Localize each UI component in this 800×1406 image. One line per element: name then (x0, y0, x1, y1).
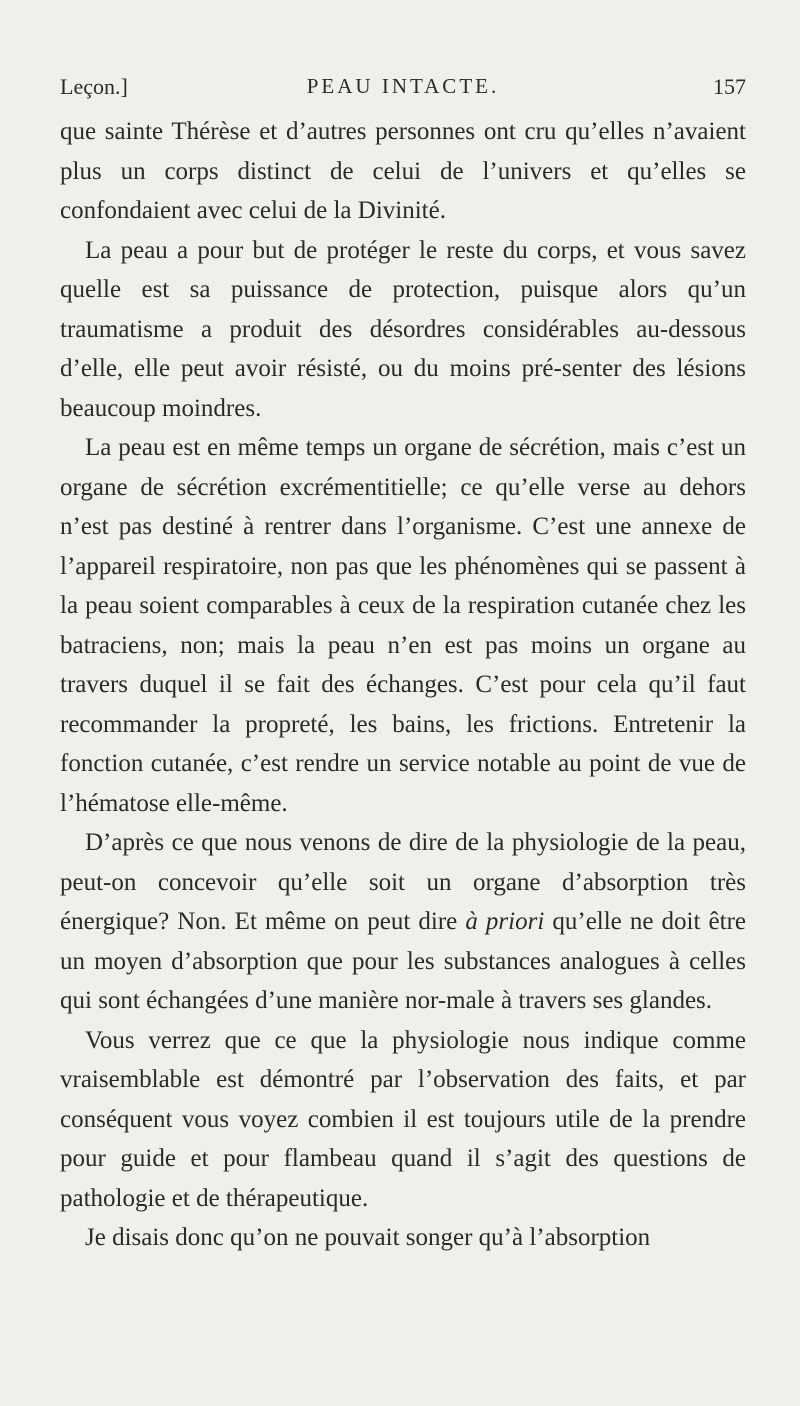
italic-a-priori: à priori (465, 908, 545, 935)
paragraph-closing: Je disais donc qu’on ne pouvait songer qu’à l’absorption (85, 1224, 651, 1251)
paragraph-skin-absorption-part1: D’après ce que nous venons de dire de la physiologie de la peau, peut-on concevoir qu’elle soit un organe d’absorption très énergique? Non. Et même on peut dire (60, 829, 746, 935)
paragraph-skin-protection: La peau a pour but de protéger le reste du corps, et vous savez quelle est sa puissance de protection, puisque alors qu’un traumatisme a produit des désordres considérables au-dessous d’elle, elle peut avoir résisté, ou du moins pré-senter des lésions beaucoup moindres. (60, 236, 746, 422)
header-chapter-title: PEAU INTACTE. (306, 74, 500, 98)
running-header (60, 74, 746, 108)
body-text (60, 112, 746, 1258)
paragraph-skin-absorption-part2: qu’elle ne doit être un moyen d’absorption que pour les substances analogues à celles qui sont échangées d’une manière nor-male à travers ses glandes. (60, 908, 746, 1014)
paragraph-skin-absorption (60, 823, 746, 1021)
paragraph-skin-secretion: La peau est en même temps un organe de sécrétion, mais c’est un organe de sécrétion excrémentitielle; ce qu’elle verse au dehors n’est pas destiné à rentrer dans l’organisme. C’est une annexe de l’appareil respiratoire, non pas que les phénomènes qui se passent à la peau soient comparables à ceux de la respiration cutanée chez les batraciens, non; mais la peau n’en est pas moins un organe au travers duquel il se fait des échanges. C’est pour cela qu’il faut recommander la propreté, les bains, les frictions. Entretenir la fonction cutanée, c’est rendre un service notable au point de vue de l’hématose elle-même. (60, 434, 746, 817)
paragraph-physiology-guide: Vous verrez que ce que la physiologie nous indique comme vraisemblable est démontré par l’observation des faits, et par conséquent vous voyez combien il est toujours utile de la prendre pour guide et pour flambeau quand il s’agit des questions de pathologie et de thérapeutique. (60, 1026, 746, 1212)
paragraph-continuation: que sainte Thérèse et d’autres personnes ont cru qu’elles n’avaient plus un corps distinct de celui de l’univers et qu’elles se confondaient avec celui de la Divinité. (60, 118, 746, 224)
header-lesson-label: Leçon.] (60, 74, 128, 99)
page-number: 157 (713, 74, 746, 99)
